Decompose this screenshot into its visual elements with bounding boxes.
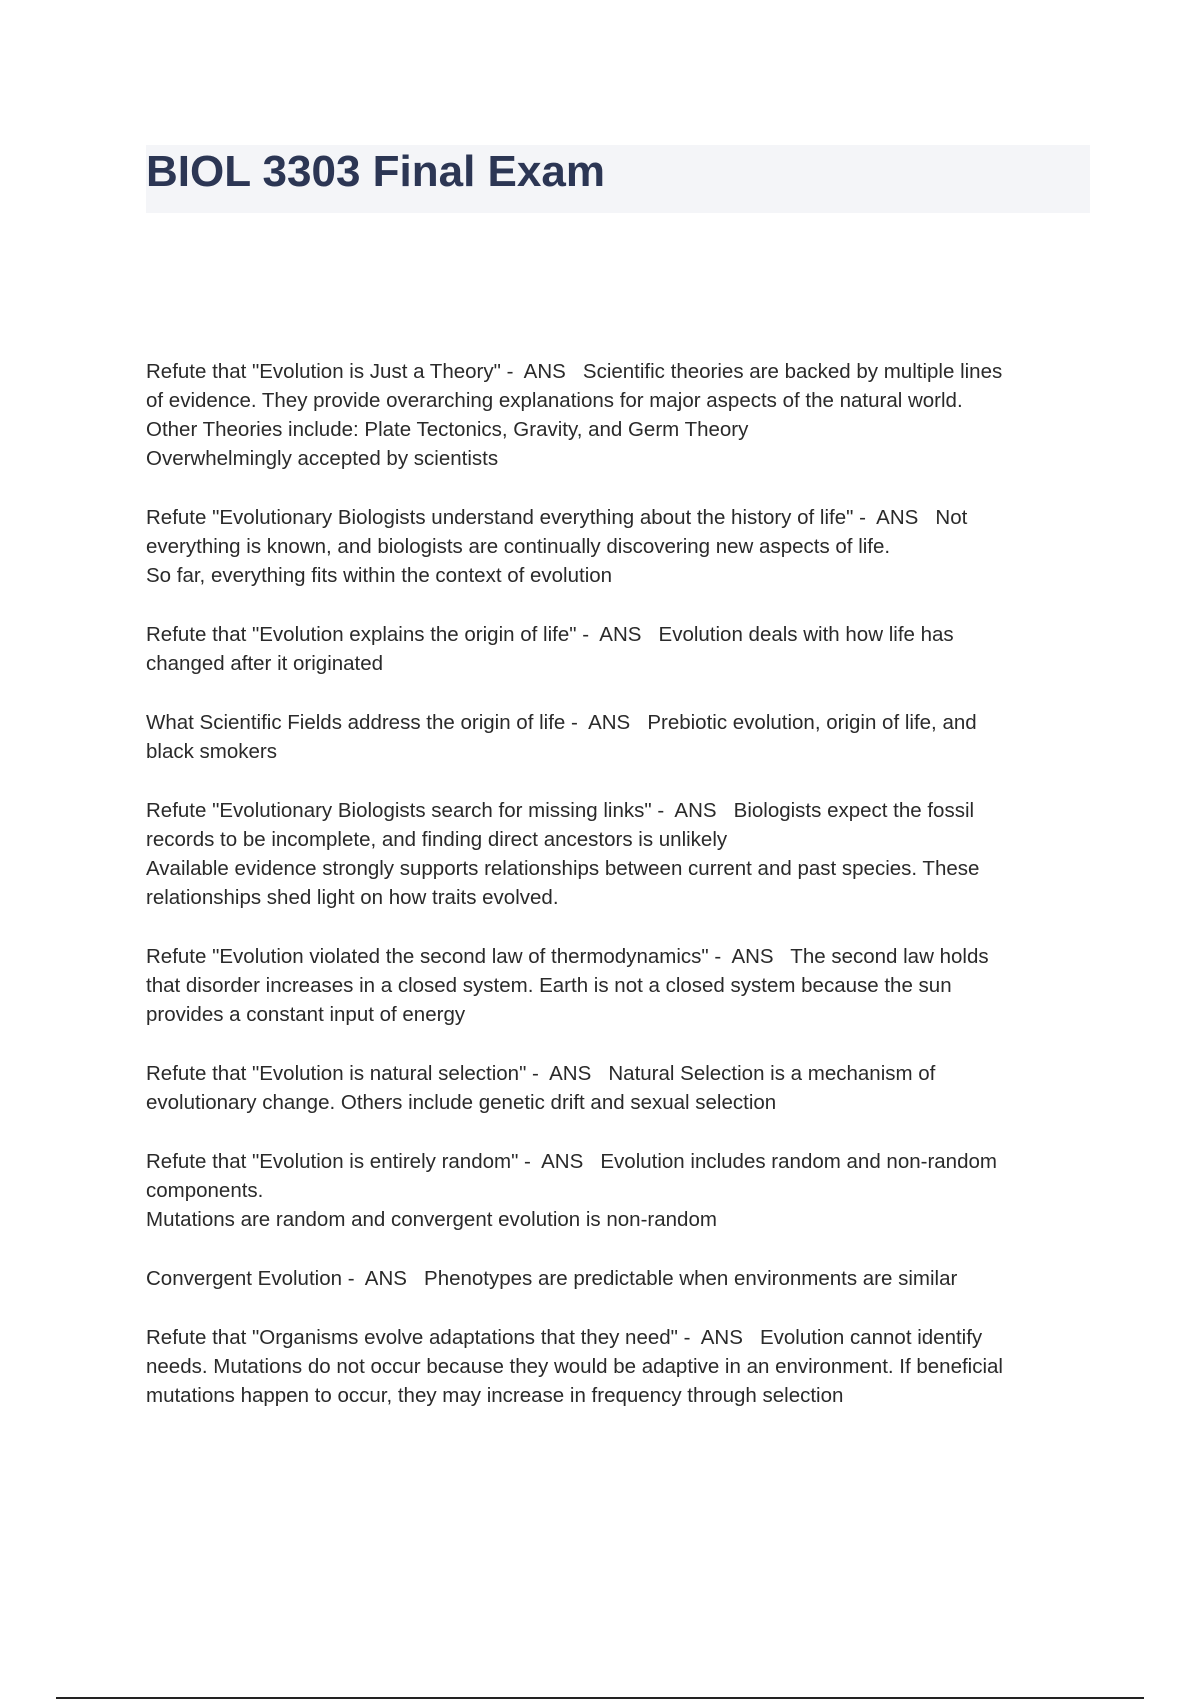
qa-entry [146, 1323, 1086, 1410]
qa-entry [146, 1147, 1086, 1234]
qa-text-line: black smokers [146, 740, 278, 763]
qa-text-line: So far, everything fits within the context of evolution [146, 564, 613, 587]
qa-text-line: Refute that "Evolution is natural selection" - ANS Natural Selection is a mechanism of [146, 1062, 936, 1085]
qa-text-line: records to be incomplete, and finding direct ancestors is unlikely [146, 828, 728, 851]
qa-text-line: components. [146, 1179, 264, 1202]
qa-text-line: Convergent Evolution - ANS Phenotypes are predictable when environments are similar [146, 1267, 958, 1290]
qa-text-line: mutations happen to occur, they may increase in frequency through selection [146, 1384, 844, 1407]
bottom-divider [56, 1697, 1144, 1699]
qa-entry [146, 357, 1086, 473]
qa-entry [146, 1264, 1086, 1293]
qa-text-line: Other Theories include: Plate Tectonics, Gravity, and Germ Theory [146, 418, 749, 441]
qa-text-line: relationships shed light on how traits evolved. [146, 886, 559, 909]
qa-text-line: Refute "Evolution violated the second law of thermodynamics" - ANS The second law holds [146, 945, 989, 968]
qa-text-line: Available evidence strongly supports relationships between current and past species. These [146, 857, 980, 880]
qa-text-line: Mutations are random and convergent evolution is non-random [146, 1208, 717, 1231]
qa-entry [146, 796, 1086, 912]
qa-entry [146, 620, 1086, 678]
qa-entry [146, 942, 1086, 1029]
qa-text-line: evolutionary change. Others include genetic drift and sexual selection [146, 1091, 777, 1114]
qa-text-line: Overwhelmingly accepted by scientists [146, 447, 499, 470]
qa-text-line: everything is known, and biologists are continually discovering new aspects of life. [146, 535, 891, 558]
qa-text-line: of evidence. They provide overarching explanations for major aspects of the natural world. [146, 389, 963, 412]
qa-text-line: Refute that "Organisms evolve adaptations that they need" - ANS Evolution cannot identify [146, 1326, 983, 1349]
qa-list [146, 357, 1086, 1440]
page-title: BIOL 3303 Final Exam [146, 147, 605, 196]
qa-entry [146, 1059, 1086, 1117]
qa-text-line: provides a constant input of energy [146, 1003, 466, 1026]
qa-text-line: Refute that "Evolution is entirely random" - ANS Evolution includes random and non-random [146, 1150, 997, 1173]
qa-text-line: needs. Mutations do not occur because they would be adaptive in an environment. If beneficial [146, 1355, 1003, 1378]
qa-text-line: Refute that "Evolution is Just a Theory" - ANS Scientific theories are backed by multiple lines [146, 360, 1003, 383]
qa-text-line: Refute that "Evolution explains the origin of life" - ANS Evolution deals with how life has [146, 623, 954, 646]
qa-text-line: that disorder increases in a closed system. Earth is not a closed system because the sun [146, 974, 952, 997]
qa-text-line: Refute "Evolutionary Biologists understand everything about the history of life" - ANS Not [146, 506, 968, 529]
qa-text-line: changed after it originated [146, 652, 384, 675]
qa-entry [146, 708, 1086, 766]
qa-entry [146, 503, 1086, 590]
qa-text-line: What Scientific Fields address the origin of life - ANS Prebiotic evolution, origin of life, and [146, 711, 977, 734]
qa-text-line: Refute "Evolutionary Biologists search for missing links" - ANS Biologists expect the fossil [146, 799, 975, 822]
